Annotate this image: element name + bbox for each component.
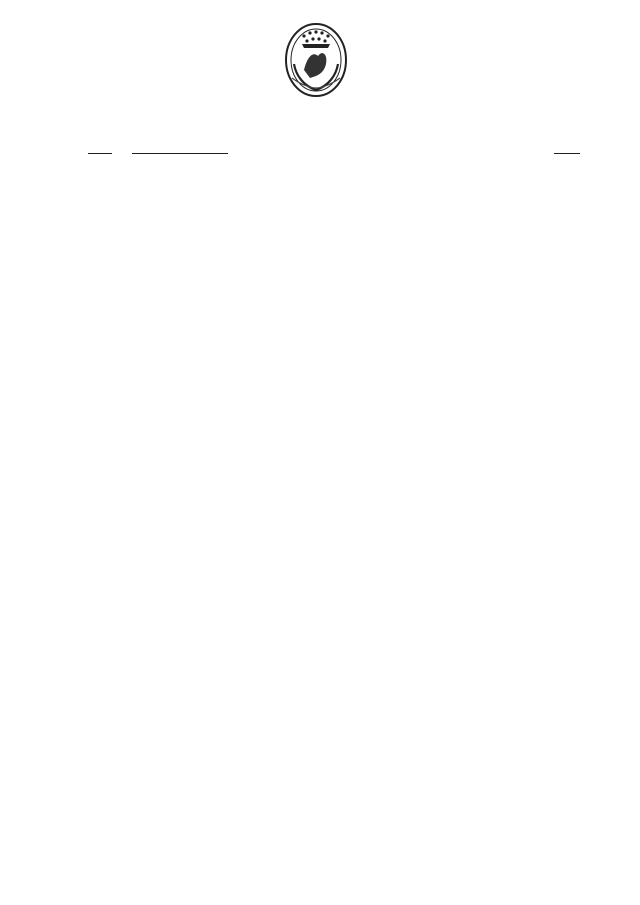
date-month (132, 153, 228, 154)
date-day (88, 153, 112, 154)
date-number-line (68, 153, 588, 171)
coat-of-arms-emblem (280, 20, 352, 102)
order-number (554, 153, 580, 154)
